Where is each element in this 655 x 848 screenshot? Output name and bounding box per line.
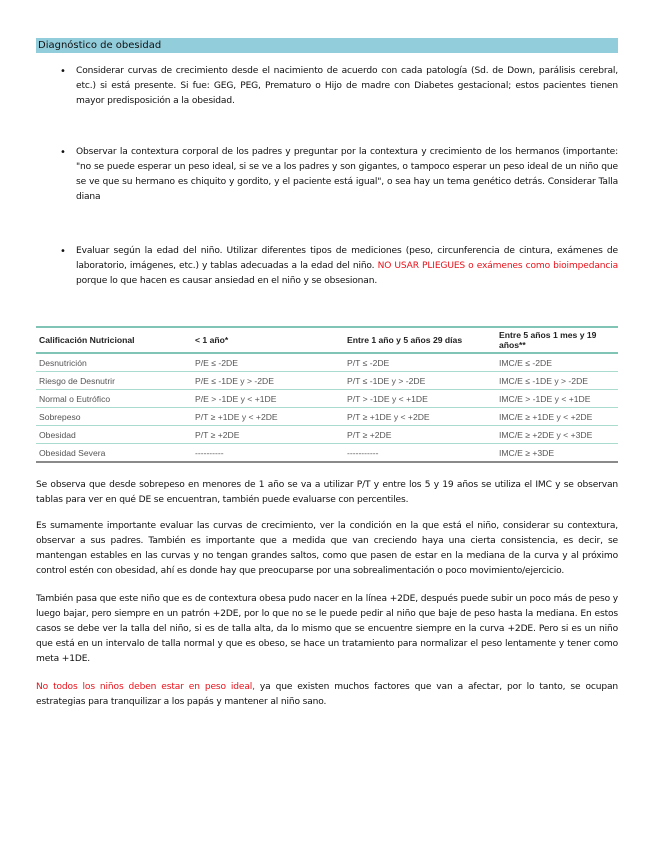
- paragraph: Es sumamente importante evaluar las curvas de crecimiento, ver la condición en la que está el niño, considerar su contextura, observar a sus padres. También es importante que a medida que van creciendo haya una cierta consistencia, es decir, se mantengan estables en las curvas y no tengan grandes saltos, como que pasen de estar en la mediana de la curva y al próximo control estén con obesidad, ahí es donde hay que preocuparse por una sobrealimentación o poco movimiento/ejercicio.: [36, 521, 618, 576]
- table-cell: P/T ≥ +1DE y < +2DE: [192, 408, 344, 426]
- table-cell: IMC/E ≤ -1DE y > -2DE: [496, 372, 618, 390]
- bullet-icon: •: [60, 147, 66, 158]
- table-cell: IMC/E ≥ +3DE: [496, 444, 618, 463]
- nutrition-classification-table: [36, 326, 618, 463]
- table-row: [36, 353, 618, 372]
- table-cell: P/E ≤ -1DE y > -2DE: [192, 372, 344, 390]
- section-header: [36, 38, 618, 53]
- table-row: [36, 372, 618, 390]
- table-row: [36, 408, 618, 426]
- paragraph: [36, 680, 618, 710]
- table-cell: Normal o Eutrófico: [36, 390, 192, 408]
- bullet-icon: •: [60, 246, 66, 257]
- table-row: [36, 444, 618, 463]
- table-cell: Sobrepeso: [36, 408, 192, 426]
- table-cell: P/T > -1DE y < +1DE: [344, 390, 496, 408]
- column-header: < 1 año*: [192, 327, 344, 353]
- bullet-icon: •: [60, 66, 66, 77]
- column-header: Calificación Nutricional: [36, 327, 192, 353]
- table-cell: P/T ≤ -1DE y > -2DE: [344, 372, 496, 390]
- table-cell: P/E ≤ -2DE: [192, 353, 344, 372]
- table-cell: IMC/E ≥ +1DE y < +2DE: [496, 408, 618, 426]
- table-cell: IMC/E ≥ +2DE y < +3DE: [496, 426, 618, 444]
- bullet-item: [36, 64, 618, 109]
- section-title: Diagnóstico de obesidad: [38, 40, 162, 51]
- paragraph-text: ya que existen muchos factores que van a afectar, por lo tanto, se ocupan estrategias para tranquilizar a los papás y mantener al niño sano.: [36, 682, 618, 707]
- paragraph: También pasa que este niño que es de contextura obesa pudo nacer en la línea +2DE, después puede subir un poco más de peso y luego bajar, pero siempre en un patrón +2DE, por lo que no se le puede pedir al niño que baje de peso hasta la mediana. En estos casos se debe ver la talla del niño, si es de talla alta, da lo mismo que se encuentre siempre en la curva +2DE. Pero si es un niño que está en un intervalo de talla normal y que es obeso, se hace un tratamiento para normalizar el peso lentamente y tener como meta +1DE.: [36, 594, 618, 664]
- bullet-text: Evaluar según la edad del niño. Utilizar diferentes tipos de mediciones (peso, circunferencia de cintura, exámenes de laboratorio, imágenes, etc.) y tablas adecuadas a la edad del niño.: [76, 246, 618, 271]
- table-cell: Obesidad Severa: [36, 444, 192, 463]
- table-cell: P/T ≤ -2DE: [344, 353, 496, 372]
- bullet-text: Considerar curvas de crecimiento desde el nacimiento de acuerdo con cada patología (Sd. de Down, parálisis cerebral, etc.) si está presente. Si fue: GEG, PEG, Prematuro o Hijo de madre con Diabetes gestacional; estos pacientes tienen mayor predisposición a la obesidad.: [76, 66, 618, 106]
- bullet-text-after: porque lo que hacen es causar ansiedad en el niño y se obsesionan.: [76, 276, 378, 286]
- table-cell: P/T ≥ +1DE y < +2DE: [344, 408, 496, 426]
- table-cell: -----------: [344, 444, 496, 463]
- table-row: [36, 426, 618, 444]
- table-cell: Riesgo de Desnutrir: [36, 372, 192, 390]
- bullet-list: [36, 64, 618, 289]
- bullet-item: [36, 244, 618, 289]
- bullet-item: [36, 145, 618, 205]
- table-row: [36, 390, 618, 408]
- table-cell: IMC/E > -1DE y < +1DE: [496, 390, 618, 408]
- bullet-text: Observar la contextura corporal de los padres y preguntar por la contextura y crecimiento de los hermanos (importante: "no se puede esperar un peso ideal, si se ve a los padres y son gigantes, o tampoco esperar un peso ideal de un niño que se ve que su hermano es chiquito y gordito, y el paciente está igual", o sea hay un tema genético detrás. Considerar Talla diana: [76, 147, 618, 202]
- paragraph-emphasis: No todos los niños deben estar en peso ideal,: [36, 682, 255, 692]
- table-cell: P/E > -1DE y < +1DE: [192, 390, 344, 408]
- table-cell: Desnutrición: [36, 353, 192, 372]
- column-header: Entre 5 años 1 mes y 19 años**: [496, 327, 618, 353]
- document-page: [36, 38, 618, 710]
- table-cell: Obesidad: [36, 426, 192, 444]
- column-header: Entre 1 año y 5 años 29 días: [344, 327, 496, 353]
- table-cell: ----------: [192, 444, 344, 463]
- paragraph: Se observa que desde sobrepeso en menores de 1 año se va a utilizar P/T y entre los 5 y 19 años se utiliza el IMC y se observan tablas para ver en qué DE se encuentran, también puede evaluarse con percentiles.: [36, 480, 618, 505]
- bullet-warning-text: NO USAR PLIEGUES o exámenes como bioimpedancia: [377, 261, 618, 271]
- table-cell: IMC/E ≤ -2DE: [496, 353, 618, 372]
- table-cell: P/T ≥ +2DE: [192, 426, 344, 444]
- table-header-row: [36, 327, 618, 353]
- table-cell: P/T ≥ +2DE: [344, 426, 496, 444]
